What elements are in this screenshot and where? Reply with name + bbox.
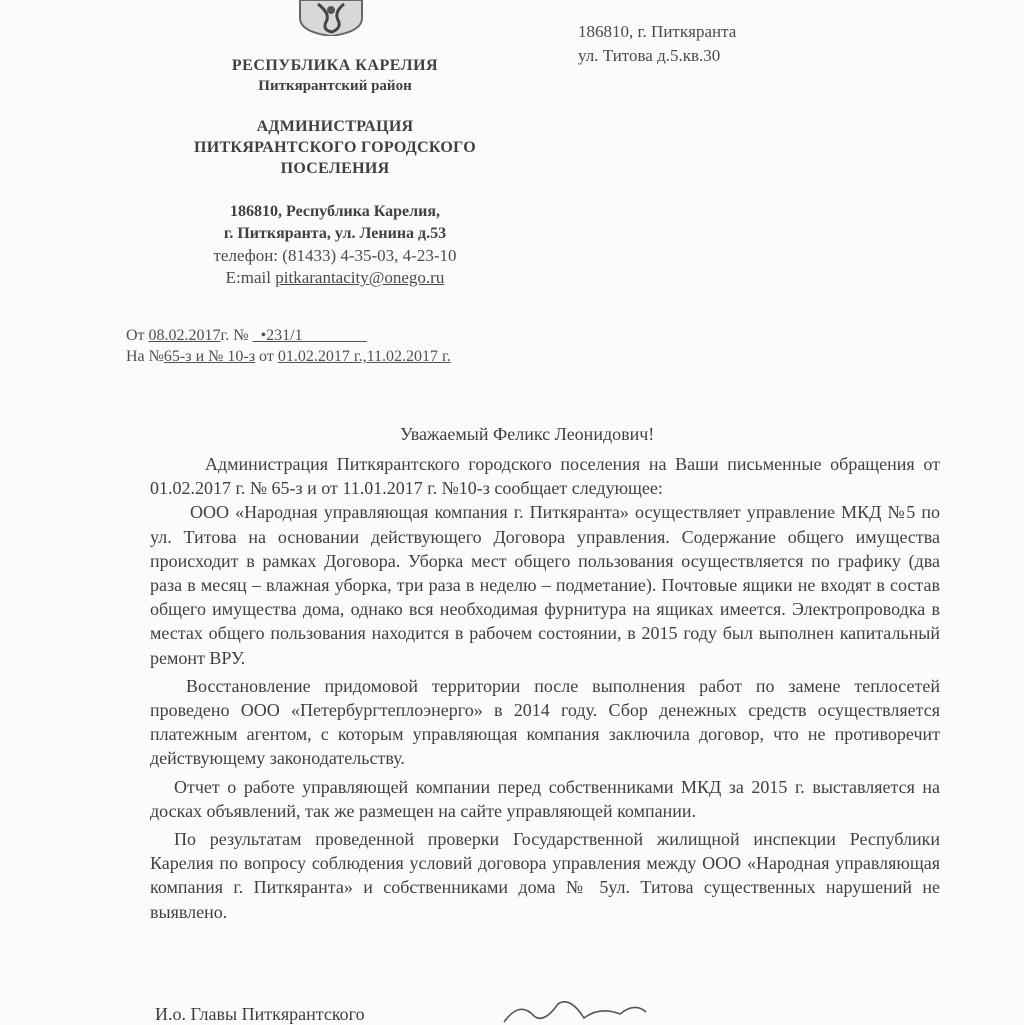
administration-name [140, 116, 530, 179]
email-label: E:mail [225, 268, 276, 287]
body-paragraph: ООО «Народная управляющая компания г. Питкяранта» осуществляет управление МКД №5 по ул. Титова на основании действующего Договора управления. Содержание общего имущества происходит в рамках Договора. Уборка мест общего пользования осуществляется по графику (два раза в месяц – влажная уборка, три раза в неделю – подметание). Почтовые ящики не входят в состав общего имущества дома, однако вся необходимая фурнитура на ящиках имеется. Электропроводка в местах общего пользования находится в рабочем состоянии, в 2015 году был выполнен капитальный ремонт ВРУ. [150, 502, 940, 668]
republic-name: РЕСПУБЛИКА КАРЕЛИЯ [231, 57, 439, 74]
body-paragraph: По результатам проведенной проверки Государственной жилищной инспекции Республики Карелия по вопросу соблюдения условий договора управления между ООО «Народная управляющая компания г. Питкяранта» и собственниками дома № 5ул. Титова существенных нарушений не выявлено. [150, 829, 940, 922]
body-paragraph: Отчет о работе управляющей компании перед собственниками МКД за 2015 г. выставляется на досках объявлений, так же размещен на сайте управляющей компании. [150, 776, 940, 821]
admin-line-1: АДМИНИСТРАЦИЯ [256, 118, 414, 135]
ref-from-number: _•231/1________ [252, 327, 367, 344]
salutation: Уважаемый Феликс Леонидович! [400, 424, 655, 444]
address-line-2: г. Питкяранта, ул. Ленина д.53 [223, 225, 447, 242]
admin-line-2: ПИТКЯРАНТСКОГО ГОРОДСКОГО [193, 139, 477, 156]
ref-from-mid: г. № [220, 327, 253, 344]
coat-of-arms-emblem [296, 0, 366, 36]
incoming-ref [126, 346, 451, 367]
sender-phone: телефон: (81433) 4-35-03, 4-23-10 [213, 246, 457, 265]
outgoing-ref [126, 325, 451, 346]
ref-reply-mid: от [255, 348, 278, 365]
ref-from-prefix: От [126, 327, 149, 344]
ref-reply-dates: 01.02.2017 г.,11.02.2017 г. [277, 348, 451, 365]
ref-reply-prefix: На № [126, 348, 164, 365]
reference-numbers [126, 325, 451, 367]
district-name: Питкярантский район [258, 78, 412, 94]
ref-from-date: 08.02.2017 [148, 327, 221, 344]
sender-email-line [140, 267, 530, 289]
recipient-line-1: 186810, г. Питкяранта [578, 22, 737, 41]
letter-body [150, 452, 940, 924]
recipient-address [578, 20, 736, 68]
address-line-1: 186810, Республика Карелия, [230, 203, 440, 220]
body-paragraph: Восстановление придомовой территории после выполнения работ по замене теплосетей проведено ООО «Петербургтеплоэнерго» в 2014 году. Сбор денежных средств осуществляется платежным агентом, с которым управляющая компания заключила договор, что не противоречит действующему законодательству. [150, 675, 940, 769]
email-link[interactable]: pitkarantacity@onego.ru [275, 268, 445, 287]
recipient-line-2: ул. Титова д.5.кв.30 [578, 46, 721, 65]
admin-line-3: ПОСЕЛЕНИЯ [280, 160, 390, 177]
signature-title: И.о. Главы Питкярантского [155, 1004, 365, 1024]
sender-letterhead [140, 56, 530, 289]
ref-reply-numbers: 65-з и № 10-з [163, 348, 256, 365]
sender-address [140, 201, 530, 245]
handwritten-signature [500, 994, 650, 1024]
body-paragraph: Администрация Питкярантского городского поселения на Ваши письменные обращения от 01.02.2017 г. № 65-з и от 11.01.2017 г. №10-з сообщает следующее: [150, 454, 940, 499]
